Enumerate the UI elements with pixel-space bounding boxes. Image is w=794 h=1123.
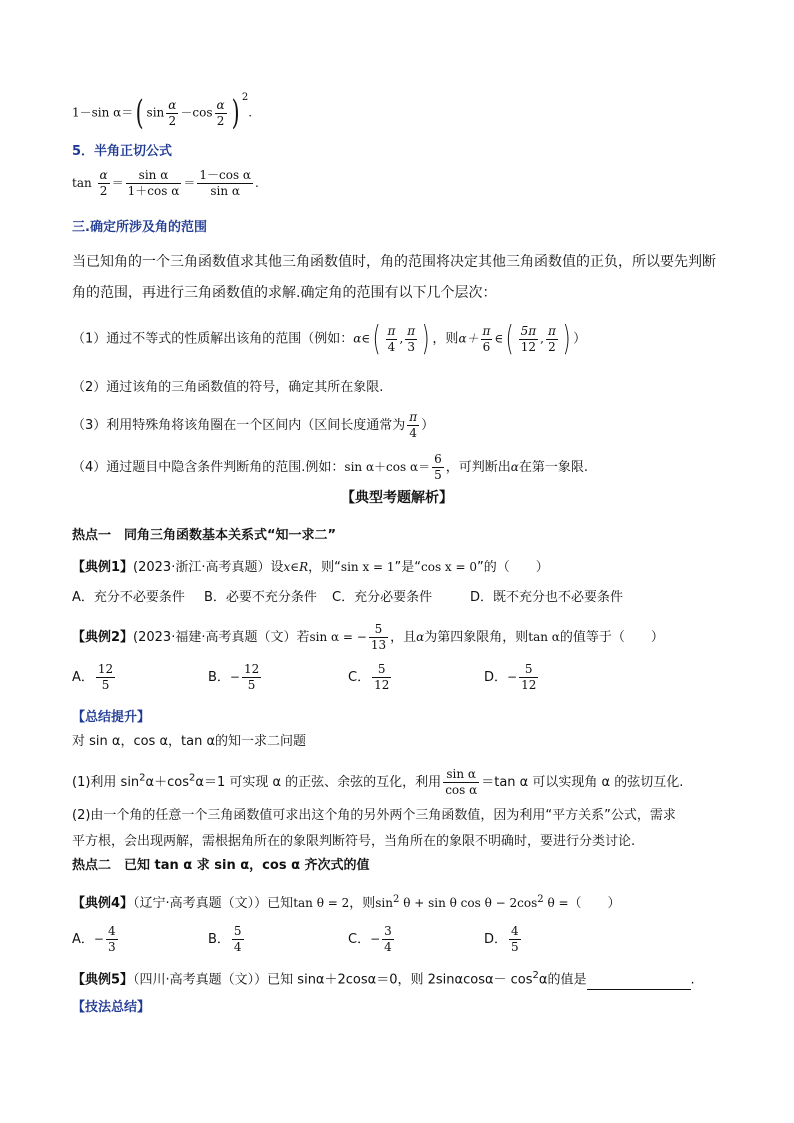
option-b[interactable]: B．必要不充分条件: [204, 590, 317, 605]
exponent: 2: [537, 894, 544, 905]
frac-pi-over-4: [407, 410, 419, 441]
method-summary-tag: 【技法总结】: [72, 1000, 151, 1015]
formula-lhs: 1－sin α＝: [72, 105, 134, 120]
equals: ＝: [183, 176, 196, 190]
alpha-in: α∈: [353, 331, 371, 346]
example-1-cond: x∈R: [283, 560, 309, 574]
example-4-source: （辽宁·高考真题（文））已知: [133, 896, 294, 911]
frac-alpha-over-2-b: [215, 98, 227, 129]
right-paren: ): [562, 319, 571, 359]
range-item-4: [72, 452, 734, 483]
alpha: α: [510, 460, 519, 474]
option-label: D．: [484, 932, 508, 947]
tan-alpha: tan α: [528, 630, 560, 644]
example-4-options: [72, 924, 734, 955]
summary-line: 对 sin α，cos α，tan α的知一求二问题: [72, 734, 307, 749]
frac-num: α: [99, 168, 108, 182]
option-frac: [382, 924, 394, 955]
frac-den: 4: [384, 940, 392, 954]
option-sign: −: [507, 670, 518, 684]
example-4-tag: 【典例4】: [72, 896, 134, 911]
right-paren: ): [421, 319, 430, 359]
option-label: A．: [72, 932, 94, 947]
exponent: 2: [393, 894, 400, 905]
example-4-cond: tan θ = 2: [293, 896, 350, 910]
text: θ =: [543, 896, 569, 910]
frac-sin-over-cos: [443, 767, 479, 798]
frac-den: 2: [546, 339, 558, 355]
left-paren: (: [135, 93, 144, 133]
frac-5-over-13: [369, 622, 388, 653]
comma: ,: [399, 331, 404, 346]
frac-sin-over-1pluscos: [126, 168, 182, 199]
option-c[interactable]: [348, 924, 484, 955]
typical-problems-title: 【典型考题解析】: [341, 490, 453, 506]
option-frac: [232, 924, 244, 955]
frac-num: 4: [107, 924, 116, 938]
exponent: 2: [189, 772, 196, 784]
frac-num: π: [547, 323, 556, 338]
right-paren: ): [231, 93, 240, 133]
frac-den: 12: [374, 678, 390, 692]
summary-tag: 【总结提升】: [72, 710, 151, 725]
exponent: 2: [139, 772, 146, 784]
frac-den: 13: [370, 638, 387, 652]
frac-num: π: [387, 323, 396, 338]
frac-pi-over-2: [546, 324, 558, 355]
frac-num: sin α: [138, 168, 169, 182]
frac-num: α: [168, 97, 177, 112]
item-4-rest-1: ，可判断出: [445, 460, 511, 475]
answer-blank[interactable]: [587, 975, 691, 990]
close-paren: ）: [421, 418, 435, 433]
frac-num: 5: [524, 662, 533, 676]
frac-num: 1－cos α: [199, 168, 252, 182]
option-label: B．: [208, 670, 230, 685]
comma: ,: [540, 331, 544, 346]
option-sign: −: [370, 932, 381, 946]
text: ”的（ ）: [477, 560, 549, 575]
example-1-source: (2023·浙江·高考真题）设: [133, 560, 284, 575]
text: sin: [375, 896, 393, 910]
option-sign: −: [229, 670, 240, 684]
frac-num: 4: [511, 924, 519, 938]
frac-den: 12: [521, 678, 537, 692]
example-2-options: [72, 662, 734, 693]
item-4-rest-2: 在第一象限.: [518, 460, 588, 475]
hot-point-1-title: 热点一 同角三角函数基本关系式“知一求二”: [72, 528, 337, 543]
example-4-expr: [375, 896, 568, 910]
frac-alpha-over-2: [166, 98, 178, 129]
option-frac: [509, 924, 521, 955]
option-d[interactable]: [484, 924, 523, 955]
frac-num: 5: [377, 662, 386, 676]
hot-point-2-title: 热点二 已知 tan α 求 sin α，cos α 齐次式的值: [72, 858, 370, 873]
example-2-expr: sin α = −: [309, 630, 367, 644]
example-5-tag: 【典例5】: [72, 972, 134, 988]
frac-num: 5: [374, 622, 383, 636]
text: ＝tan α 可以实现角 α 的弦切互化.: [481, 775, 684, 790]
frac-den: 2: [166, 113, 178, 129]
frac-num: 5π: [520, 323, 537, 338]
option-a[interactable]: [72, 924, 208, 955]
example-2-source: (2023·福建·高考真题（文）若: [133, 630, 310, 645]
frac-den: 6: [481, 339, 493, 355]
summary-point-2-line-2: 平方根，会出现两解，需根据角所在的象限判断符号，当角所在的象限不明确时，要进行分类讨论.: [72, 834, 636, 849]
option-frac: [96, 662, 115, 693]
frac-num: π: [407, 323, 416, 338]
frac-num: 12: [97, 662, 114, 676]
option-frac: [372, 662, 391, 693]
frac-den: 1＋cos α: [127, 184, 180, 198]
formula-half-angle-sin: [72, 91, 734, 133]
option-d[interactable]: [484, 662, 540, 693]
element-of: ∈: [494, 331, 504, 346]
example-1: [72, 557, 734, 578]
option-c[interactable]: [348, 662, 484, 693]
option-sign: −: [93, 932, 104, 946]
minus-cos: －cos: [180, 105, 213, 120]
item-4-text: （4）通过题目中隐含条件判断角的范围.例如：: [72, 460, 345, 475]
frac-den: 3: [107, 940, 116, 954]
frac-den: 12: [519, 339, 539, 355]
then-text: ，则: [432, 331, 459, 347]
option-b[interactable]: [208, 662, 348, 693]
option-a[interactable]: A．充分不必要条件: [72, 590, 185, 605]
item-3-text: （3）利用特殊角将该角圈在一个区间内（区间长度通常为: [72, 418, 406, 433]
text: ”是“: [394, 560, 422, 575]
text: (1)利用 sin: [72, 775, 140, 790]
exponent: 2: [241, 91, 249, 103]
text: 为第四象限角，则: [424, 630, 529, 645]
alpha: α: [416, 630, 425, 644]
frac-pi-over-6: [481, 324, 493, 355]
frac-den: 5: [511, 940, 519, 954]
frac-num: α: [216, 97, 225, 112]
frac-6-over-5: [432, 452, 444, 483]
range-item-3: [72, 410, 734, 441]
summary-point-2-line-1: (2)由一个角的任意一个三角函数值可求出这个角的另外两个三角函数值，因为利用“平方关系”公式，需求: [72, 808, 676, 823]
text: ，且: [390, 630, 417, 645]
left-paren: (: [372, 319, 381, 359]
option-label: B．: [208, 932, 230, 947]
tan-fn: tan: [72, 176, 92, 190]
frac-den: 5: [96, 677, 115, 693]
example-5: [72, 966, 734, 990]
example-1-s1: sin x = 1: [340, 560, 395, 574]
option-d[interactable]: D．既不充分也不必要条件: [470, 590, 624, 605]
frac-den: 4: [233, 940, 242, 954]
intro-paragraph-line-2: 角的范围，再进行三角函数值的求解.确定角的范围有以下几个层次：: [72, 285, 497, 301]
frac-1minuscos-over-sin: [197, 168, 253, 199]
equals: ＝: [111, 176, 124, 190]
range-item-2: （2）通过该角的三角函数值的符号，确定其所在象限.: [72, 380, 384, 395]
frac-5pi-over-12: [519, 324, 539, 355]
option-a[interactable]: [72, 662, 208, 693]
example-1-options: [72, 588, 734, 608]
frac-num: sin α: [446, 767, 477, 781]
section-3-title: 三.确定所涉及角的范围: [72, 220, 207, 235]
frac-den: 2: [98, 183, 110, 199]
frac-num: 6: [434, 452, 442, 466]
left-paren: (: [505, 319, 514, 359]
text: α＋cos: [145, 775, 189, 790]
section-5-title: 5．半角正切公式: [72, 144, 173, 159]
frac-pi-over-4: [386, 324, 398, 355]
example-2: [72, 622, 734, 653]
frac-num: π: [482, 323, 491, 338]
item-4-expr: sin α＋cos α＝: [344, 460, 431, 474]
option-frac: [519, 662, 538, 693]
option-frac: [242, 662, 261, 693]
option-frac: [106, 924, 118, 955]
example-1-tag: 【典例1】: [72, 560, 134, 575]
text: 的值等于（ ）: [559, 630, 664, 645]
frac-den: 4: [407, 425, 419, 441]
exponent: 2: [532, 970, 539, 981]
period: .: [255, 176, 259, 190]
frac-den: 5: [242, 677, 261, 693]
frac-den: cos α: [445, 783, 478, 797]
frac-den: 5: [434, 468, 442, 482]
text: α＝1 可实现 α 的正弦、余弦的互化，利用: [195, 775, 442, 790]
frac-num: π: [409, 410, 418, 424]
frac-pi-over-3: [405, 324, 417, 355]
option-c[interactable]: C．充分必要条件: [332, 590, 433, 605]
text: α的值是: [538, 972, 587, 988]
option-label: D．: [484, 670, 508, 685]
range-item-1: [72, 319, 734, 359]
sin-fn: sin: [146, 105, 165, 120]
example-1-s2: cos x = 0: [421, 560, 478, 574]
period: .: [248, 105, 253, 120]
frac-num: 12: [243, 662, 260, 676]
option-b[interactable]: [208, 924, 348, 955]
text: ，则“: [308, 560, 341, 575]
example-2-tag: 【典例2】: [72, 630, 134, 645]
close-paren: ）: [573, 331, 587, 347]
text: ，则: [349, 896, 376, 911]
formula-half-angle-tan: [72, 168, 734, 199]
frac-den: 2: [215, 113, 227, 129]
item-1-text: （1）通过不等式的性质解出该角的范围（例如：: [72, 331, 354, 347]
text: θ + sin θ cos θ − 2cos: [399, 896, 538, 910]
example-4: [72, 890, 734, 914]
frac-den: 4: [386, 339, 398, 355]
text: （ ）: [568, 896, 621, 911]
intro-paragraph-line-1: 当已知角的一个三角函数值求其他三角函数值时，角的范围将决定其他三角函数值的正负，所以要先判断: [72, 254, 716, 270]
frac-den: sin α: [197, 183, 253, 199]
period: .: [690, 972, 695, 988]
option-label: C．: [348, 670, 371, 685]
option-label: A．: [72, 670, 94, 685]
frac-num: 5: [233, 924, 242, 938]
alpha-plus: α＋: [458, 331, 479, 346]
option-label: C．: [348, 932, 371, 947]
example-5-source: （四川·高考真题（文））已知 sinα＋2cosα＝0，则 2sinαcosα－ cos: [133, 972, 533, 988]
summary-point-1: [72, 767, 734, 798]
frac-den: 3: [405, 339, 417, 355]
frac-num: 3: [384, 924, 392, 938]
frac-alpha-over-2: [98, 168, 110, 199]
